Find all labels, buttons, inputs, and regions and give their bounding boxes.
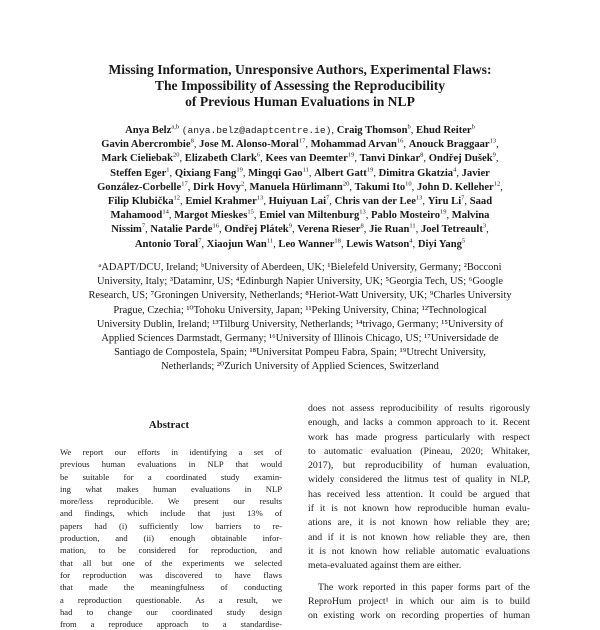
abstract-line: a reproduction questionable. As a result, we	[60, 594, 282, 605]
author-email[interactable]: (anya.belz@adaptcentre.ie)	[181, 125, 332, 136]
affil-marker: 16	[396, 137, 404, 145]
author-name: Dirk Hovy	[193, 181, 241, 193]
affil-marker: 4	[453, 166, 457, 174]
affil-marker: 7	[141, 222, 146, 230]
affil-marker: 9	[492, 151, 496, 159]
body-line: has received less attention. It could be argued that	[308, 488, 530, 500]
title-line: The Impossibility of Assessing the Reproducibility	[154, 78, 446, 93]
author-name: Diyi Yang	[417, 238, 462, 250]
affil-marker: 7	[326, 194, 330, 202]
body-column-right	[308, 402, 530, 623]
abstract-heading: Abstract	[148, 419, 190, 431]
body-line: on existing work on recording properties of human	[308, 610, 530, 622]
affil-marker: 8	[190, 137, 194, 145]
abstract-body	[60, 446, 282, 630]
author-name: Mingqi Gao	[248, 167, 303, 179]
author-name: Saad	[469, 196, 493, 208]
author-name: Pablo Mosteiro	[371, 210, 440, 222]
affil-marker: 5	[461, 237, 466, 245]
affil-marker: 2	[240, 180, 245, 188]
affil-marker: 19	[236, 166, 243, 174]
author-name: Huiyuan Lai	[268, 196, 327, 208]
title-line: Missing Information, Unresponsive Authors, Experimental Flaws:	[108, 62, 492, 77]
abstract-line: be suitable for a coordinated study examin-	[60, 471, 282, 482]
abstract-line: that all but one of the experiments we selected	[60, 557, 282, 568]
body-line: The work reported in this paper forms part of the	[318, 581, 530, 593]
author-name: Verena Rieser	[297, 224, 361, 236]
author-name: Leo Wanner	[278, 238, 335, 250]
affil-marker: 11	[409, 222, 416, 230]
abstract-line: We report our efforts in identifying a set of	[60, 447, 282, 457]
affil-marker: 20	[173, 151, 180, 159]
body-line: ReproHum project¹ in which our aim is to build	[308, 595, 530, 607]
abstract-line: and findings, which include that just 13% of	[60, 508, 282, 519]
author-name: Tanvi Dinkar	[359, 153, 421, 165]
author-name: Nissim	[111, 224, 142, 236]
affil-marker: 4	[409, 237, 413, 245]
body-line: widely considered the litmus test of quality in NLP,	[308, 474, 530, 486]
author-line: Nissim$^7$, Natalie Parde$^{16}$, Ondřej Plátek$^9$, Verena Rieser$^8$, Jie Ruan$^{11}$, Joel Tetreault$^3$,	[111, 222, 489, 236]
affil-marker: 6	[256, 151, 261, 159]
abstract-line: more/less reproducible. We present our results	[60, 496, 282, 507]
author-name: Kees van Deemter	[265, 153, 348, 165]
author-name: Natalie Parde	[150, 224, 213, 236]
affil-marker: 12	[173, 194, 181, 202]
affiliation-line: Applied Sciences Darmstadt, Germany; ¹⁶University of Illinois Chicago, US; ¹⁷Universidade de	[101, 333, 499, 345]
paper-title	[60, 62, 540, 110]
author-name: Mahamood	[110, 210, 163, 222]
affil-marker: b	[407, 123, 411, 131]
author-line: Antonio Toral$^7$, Xiaojun Wan$^{11}$, Leo Wanner$^{18}$, Lewis Watson$^4$, Diyi Yang$^5$	[134, 237, 466, 250]
affil-marker: 12	[493, 180, 501, 188]
author-name: Manuela Hürlimann	[249, 181, 343, 193]
author-name: Ondřej Plátek	[224, 224, 289, 236]
affil-marker: 15	[247, 208, 254, 216]
body-line: to automatic evaluation (Pineau, 2020; Whitaker,	[308, 445, 530, 457]
affil-marker: 20	[342, 180, 350, 188]
author-name: Malvina	[451, 210, 490, 222]
affil-marker: a,b	[171, 123, 180, 131]
author-line: González-Corbelle$^{17}$, Dirk Hovy$^2$, Manuela Hürlimann$^{20}$, Takumi Ito$^{10}$, John D. Kelleher$^{12}$,	[97, 180, 503, 193]
author-name: Ehud Reiter	[416, 125, 472, 136]
author-name: Margot Mieskes	[174, 210, 248, 222]
affil-marker: 16	[212, 222, 219, 230]
body-line: 2017), but reproducibility of human evaluation,	[308, 460, 530, 472]
abstract-line: that made the meaningfulness of conducting	[60, 582, 282, 593]
affil-marker: 19	[347, 151, 355, 159]
author-name: Xiaojun Wan	[206, 238, 267, 250]
affil-marker: 13	[256, 194, 264, 202]
affiliation-line: Prague, Czechia; ¹⁰Tohoku University, Japan; ¹¹Peking University, China; ¹²Technological	[113, 304, 487, 316]
author-name: Craig Thomson	[336, 125, 408, 136]
author-name: Dimitra Gkatzia	[378, 167, 454, 179]
body-line: if it is not known how reproducible human evalu-	[308, 503, 530, 515]
abstract-line: ing what makes human evaluations in NLP	[60, 483, 282, 494]
affil-marker: 1	[166, 166, 170, 174]
affil-marker: 14	[162, 208, 169, 216]
body-line: it is not known how reliable automatic evaluations	[308, 545, 530, 557]
abstract-line: had to change our coordinated study design	[60, 606, 282, 617]
affil-marker: 19	[366, 166, 374, 174]
author-name: Antonio Toral	[134, 238, 199, 250]
affil-marker: 9	[288, 222, 292, 230]
paragraph	[308, 581, 530, 624]
author-name: Anouck Braggaar	[408, 139, 490, 151]
author-list	[40, 124, 560, 252]
author-name: Takumi Ito	[354, 181, 406, 193]
author-name: John D. Kelleher	[416, 181, 494, 193]
abstract-line: papers had (i) sufficiently low barriers to re-	[60, 520, 282, 531]
affil-marker: 13	[489, 137, 497, 145]
affil-marker: 17	[298, 137, 306, 145]
affil-marker: b	[471, 123, 475, 131]
author-name: Qixiang Fang	[174, 167, 237, 179]
body-line: ations are, it is not known how reliable they are;	[308, 517, 530, 529]
body-line: enough, and lacks a common approach to it. Recent	[308, 417, 530, 429]
author-name: Filip Klubička	[107, 196, 174, 208]
author-name: Joel Tetreault	[420, 224, 483, 236]
author-line: Steffen Eger$^1$, Qixiang Fang$^{19}$, Mingqi Gao$^{11}$, Albert Gatt$^{19}$, Dimitra Gkatzia$^4$, Javier	[110, 166, 490, 179]
body-line: does not assess reproducibility of results rigorously	[308, 403, 530, 414]
author-name: Jose M. Alonso-Moral	[199, 139, 299, 151]
affil-marker: 8	[360, 222, 364, 230]
author-name: Jie Ruan	[369, 224, 410, 236]
author-name: Mark Cieliebak	[101, 153, 173, 165]
affil-marker: 13	[415, 194, 423, 202]
affiliation-line: Research, US; ⁷Groningen University, Netherlands; ⁸Heriot-Watt University, UK; ⁹Charles University	[88, 290, 512, 302]
affiliations	[44, 261, 556, 375]
author-line: Filip Klubička$^{12}$, Emiel Krahmer$^{13}$, Huiyuan Lai$^7$, Chris van der Lee$^{13}$, Yiru Li$^7$, Saad	[107, 194, 493, 208]
author-name: Lewis Watson	[346, 238, 410, 250]
affiliation-line: University Dublin, Ireland; ¹³Tilburg University, Netherlands; ¹⁴trivago, Germany; ¹⁵University of	[96, 318, 504, 330]
author-line: Mark Cieliebak$^{20}$, Elizabeth Clark$^6$, Kees van Deemter$^{19}$, Tanvi Dinkar$^8$, Ondřej Dušek$^9$,	[101, 151, 499, 165]
abstract-line: for reproduction was discovered to have flaws	[60, 569, 282, 580]
author-name: Gavin Abercrombie	[101, 139, 191, 151]
author-name: Emiel Krahmer	[185, 196, 257, 208]
abstract-line: mation, to be considered for reproduction, and	[60, 545, 282, 556]
abstract-line: previous human evaluations in NLP that would	[60, 459, 282, 470]
affil-marker: 13	[359, 208, 366, 216]
author-name: González-Corbelle	[97, 181, 182, 193]
author-name: Mohammad Arvan	[310, 139, 397, 151]
paragraph	[308, 402, 530, 574]
affil-marker: 3	[482, 222, 487, 230]
author-line: Anya Belz$^{a,b}$ (anya.belz@adaptcentre.ie), Craig Thomson$^b$, Ehud Reiter$^b$	[125, 123, 475, 136]
affil-marker: 18	[334, 237, 341, 245]
author-name: Emiel van Miltenburg	[259, 210, 360, 222]
author-name: Javier	[461, 167, 490, 179]
title-line: of Previous Human Evaluations in NLP	[185, 94, 415, 109]
affiliation-line: ᵃADAPT/DCU, Ireland; ᵇUniversity of Aberdeen, UK; ¹Bielefeld University, Germany; ²Bocconi	[98, 262, 502, 273]
affil-marker: 11	[266, 237, 274, 245]
author-name: Elizabeth Clark	[184, 153, 257, 165]
affil-marker: 7	[461, 194, 465, 202]
affil-marker: 11	[302, 166, 309, 174]
author-line: Gavin Abercrombie$^8$, Jose M. Alonso-Moral$^{17}$, Mohammad Arvan$^{16}$, Anouck Braggaar$^{13}$,	[101, 137, 499, 151]
affiliation-line: Santiago de Compostela, Spain; ¹⁸Universitat Pompeu Fabra, Spain; ¹⁹Utrecht University,	[114, 347, 486, 359]
abstract-line: production, and (ii) enough obtainable infor-	[60, 533, 282, 544]
affil-marker: 10	[405, 180, 412, 188]
author-name: Ondřej Dušek	[428, 153, 493, 165]
author-line: Mahamood$^{14}$, Margot Mieskes$^{15}$, Emiel van Miltenburg$^{13}$, Pablo Mosteiro$^{19}$, Malvina	[110, 208, 490, 222]
affil-marker: 7	[198, 237, 202, 245]
abstract-line: from a reproduce approach to a standardise-	[60, 619, 282, 630]
author-name: Chris van der Lee	[334, 196, 416, 208]
author-name: Anya Belz	[125, 125, 172, 136]
body-line: work has made progress particularly with respect	[308, 431, 530, 443]
author-name: Yiru Li	[427, 196, 462, 208]
author-name: Albert Gatt	[314, 167, 367, 179]
affiliation-line: University, Italy; ³Dataminr, US; ⁴Edinburgh Napier University, UK; ⁵Georgia Tech, US; ⁶Google	[97, 276, 503, 288]
affil-marker: 19	[440, 208, 447, 216]
affil-marker: 17	[181, 180, 188, 188]
affil-marker: 8	[420, 151, 424, 159]
author-name: Steffen Eger	[110, 167, 167, 179]
affiliation-line: Netherlands; ²⁰Zurich University of Applied Sciences, Switzerland	[161, 361, 439, 373]
body-line: and if it is not known how reliable they are, then	[308, 531, 530, 543]
body-line: meta-evaluated against them are either.	[308, 560, 462, 572]
